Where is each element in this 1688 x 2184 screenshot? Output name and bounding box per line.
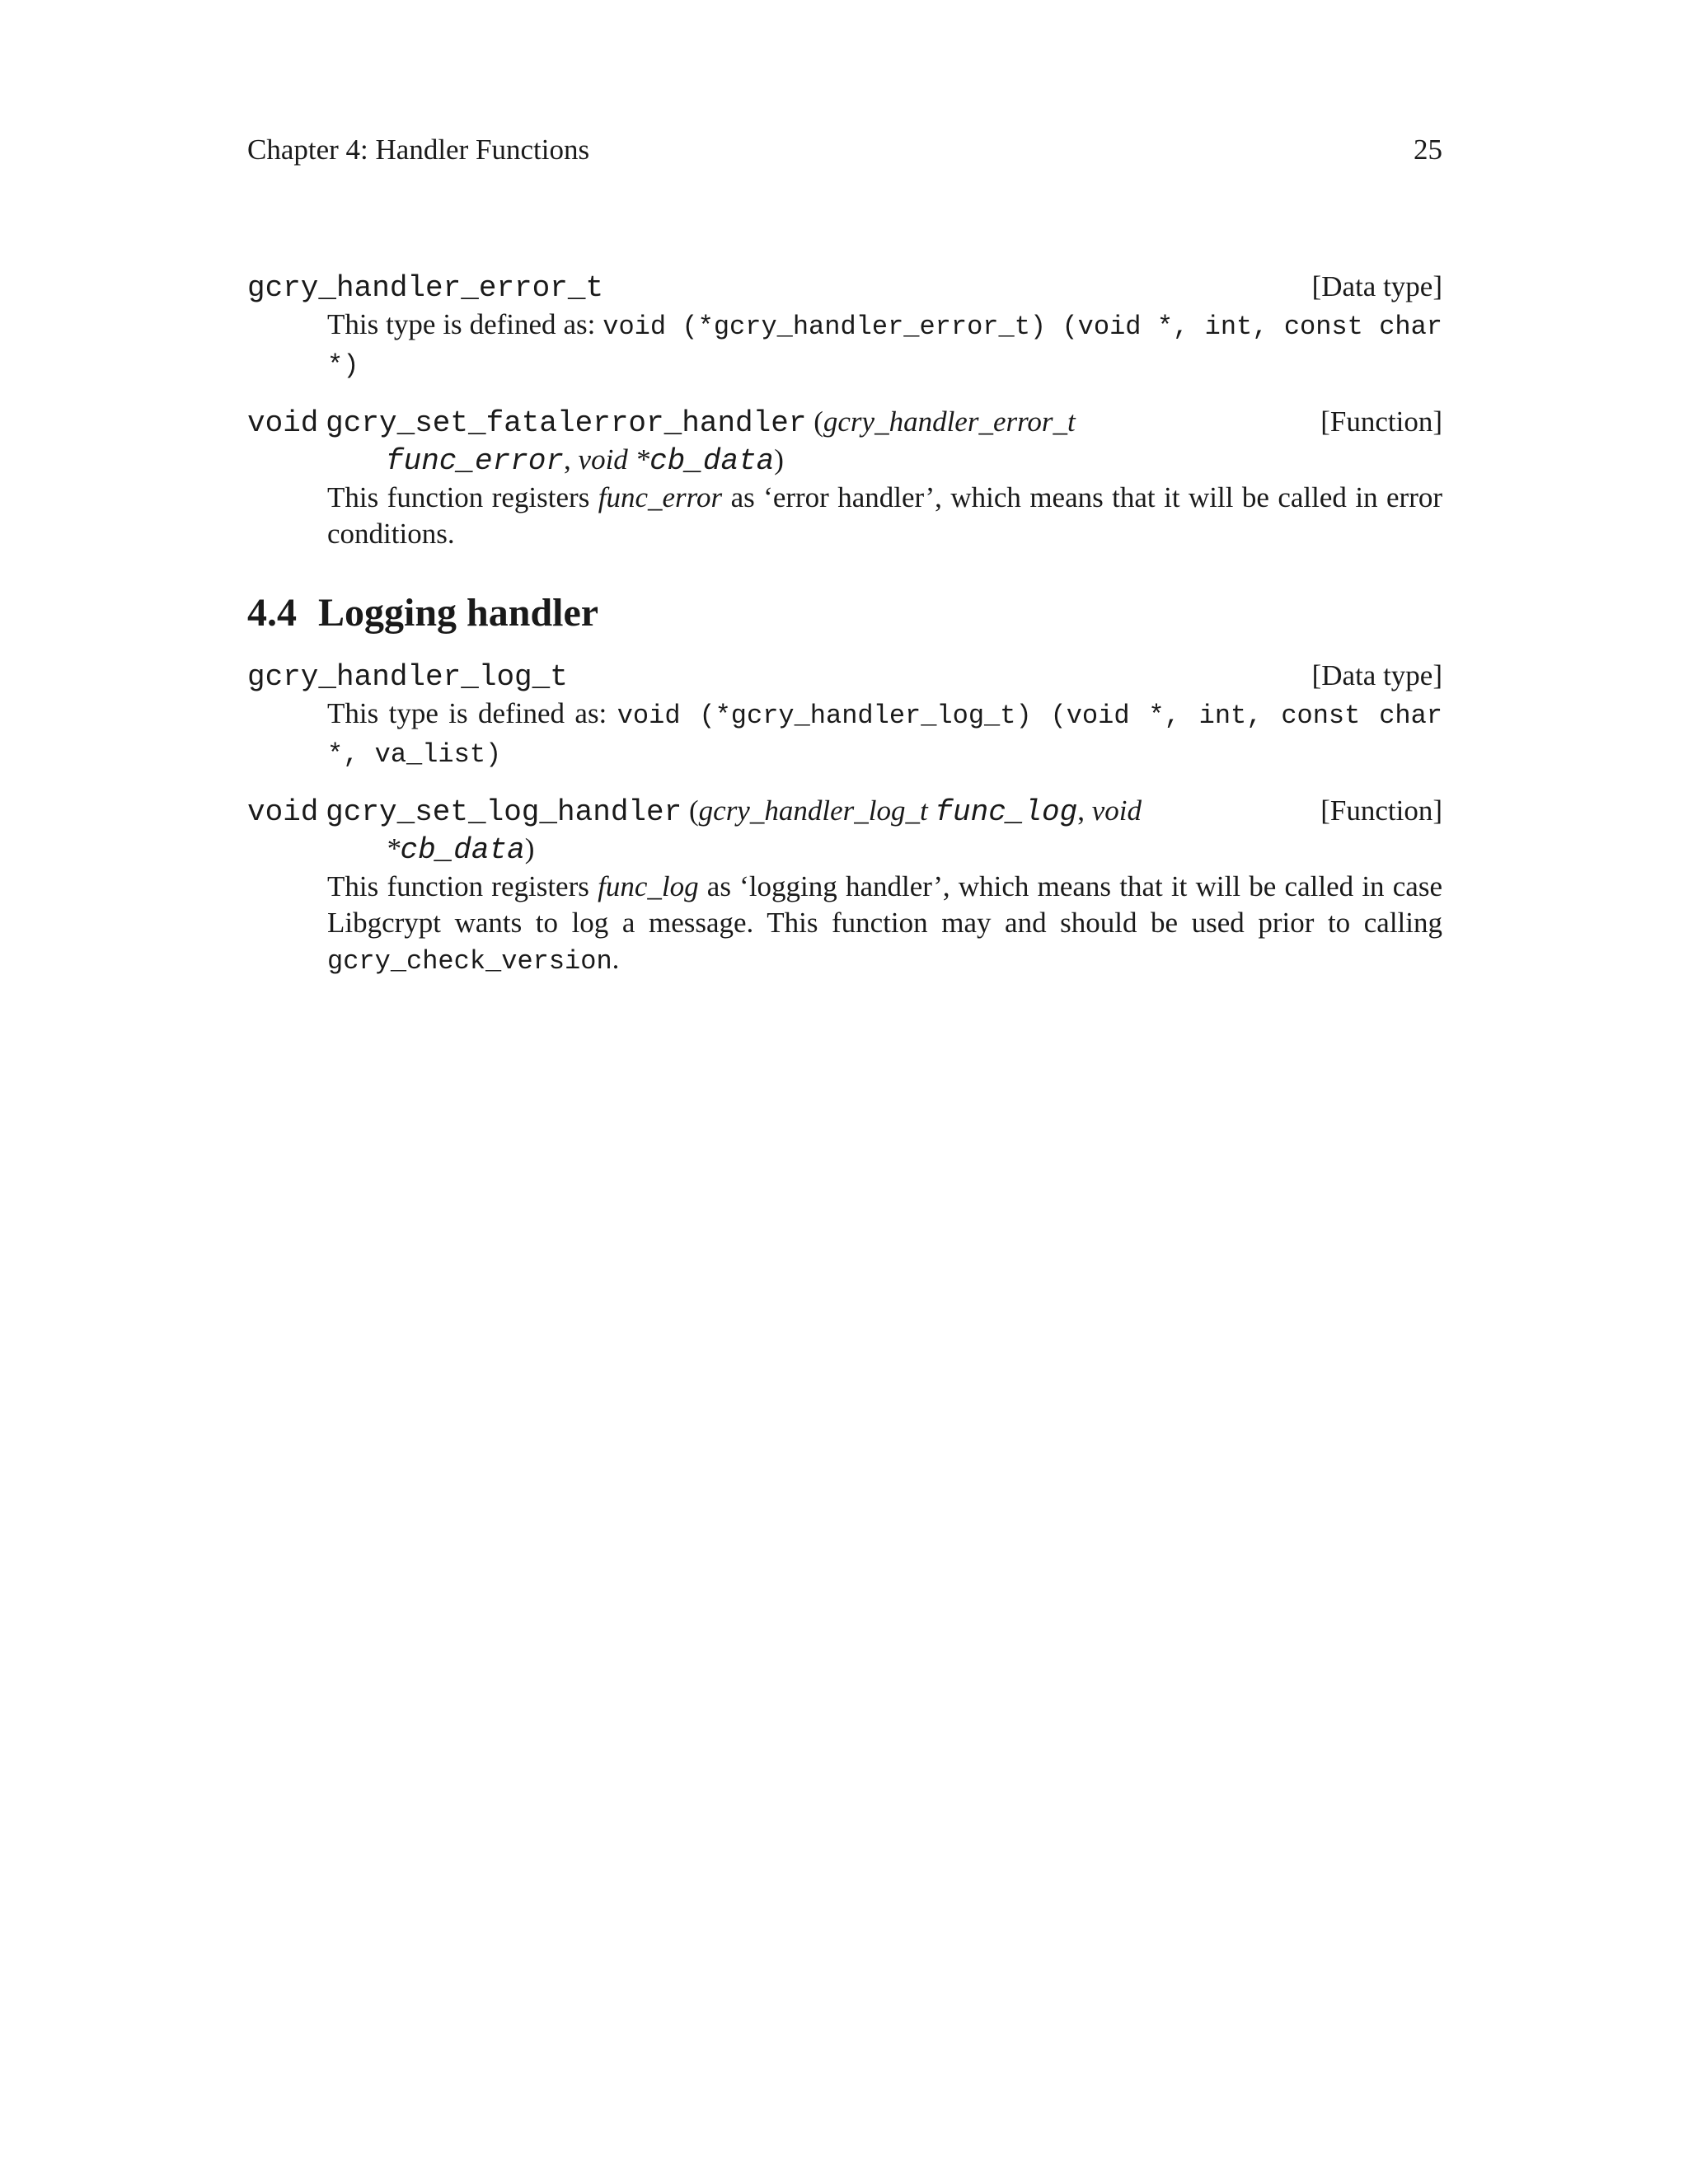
def-signature xyxy=(247,658,568,696)
body-text: This type is defined as: xyxy=(327,697,617,729)
def-category: [Function] xyxy=(1320,405,1442,438)
def-signature xyxy=(247,404,1076,442)
chapter-title: Chapter 4: Handler Functions xyxy=(247,134,590,166)
body-text: This function registers xyxy=(327,481,598,513)
def-body xyxy=(247,696,1442,773)
def-body xyxy=(247,480,1442,552)
body-text: This type is defined as: xyxy=(327,308,603,340)
def-gcry-set-log-handler xyxy=(247,793,1442,980)
section-number: 4.4 xyxy=(247,591,297,635)
body-emphasis: func_log xyxy=(598,870,699,902)
def-gcry-handler-log-t xyxy=(247,658,1442,773)
body-code: gcry_check_version xyxy=(327,946,612,977)
section-title: Logging handler xyxy=(318,591,599,635)
def-body xyxy=(247,869,1442,980)
function-name: gcry_set_fatalerror_handler xyxy=(326,406,807,440)
arg1-name: func_log xyxy=(935,795,1078,829)
body-text: . xyxy=(612,943,620,975)
def-signature-continued xyxy=(247,831,1442,869)
def-signature xyxy=(247,793,1142,831)
arg2-star: * xyxy=(635,443,650,476)
arg1-name: func_error xyxy=(386,444,565,478)
def-header xyxy=(247,269,1442,307)
function-name: gcry_set_log_handler xyxy=(326,795,682,829)
def-signature-continued xyxy=(247,442,1442,480)
arg1-type: gcry_handler_error_t xyxy=(823,405,1076,438)
arg2-name: cb_data xyxy=(400,833,525,867)
arg2-type: void xyxy=(1091,794,1142,827)
body-text: as ‘logging handler’, which means that it will be called in case Libgcrypt wants to log a message. This function may and should be used prior to calling xyxy=(327,870,1442,939)
def-body xyxy=(247,307,1442,384)
def-header xyxy=(247,658,1442,696)
body-text: as ‘error handler’, which means that it will be called in error conditions. xyxy=(327,481,1443,550)
type-name: gcry_handler_error_t xyxy=(247,271,604,305)
section-heading xyxy=(247,588,1442,638)
arg-separator: , xyxy=(1077,794,1085,827)
return-type: void xyxy=(247,406,319,440)
close-paren: ) xyxy=(524,832,535,865)
body-code: void (*gcry_handler_log_t) (void *, int, const char *, va_list) xyxy=(327,701,1443,770)
close-paren: ) xyxy=(774,443,784,476)
open-paren: ( xyxy=(814,405,823,438)
return-type: void xyxy=(247,795,319,829)
page-number: 25 xyxy=(1414,134,1442,166)
type-name: gcry_handler_log_t xyxy=(247,660,568,694)
def-gcry-set-fatalerror-handler xyxy=(247,404,1442,552)
def-signature xyxy=(247,269,603,307)
arg2-star: * xyxy=(386,832,401,865)
arg-separator: , xyxy=(564,443,571,476)
body-code: void (*gcry_handler_error_t) (void *, int, const char *) xyxy=(327,312,1443,381)
body-emphasis: func_error xyxy=(598,481,723,513)
body-text: This function registers xyxy=(327,870,598,902)
arg2-type: void xyxy=(578,443,628,476)
def-category: [Function] xyxy=(1320,794,1442,827)
def-category: [Data type] xyxy=(1311,659,1442,691)
open-paren: ( xyxy=(689,794,699,827)
page-content xyxy=(247,269,1442,980)
running-header xyxy=(247,132,1442,168)
arg1-type: gcry_handler_log_t xyxy=(698,794,928,827)
def-category: [Data type] xyxy=(1311,270,1442,302)
def-header xyxy=(247,793,1442,831)
def-gcry-handler-error-t xyxy=(247,269,1442,384)
arg2-name: cb_data xyxy=(649,444,775,478)
def-header xyxy=(247,404,1442,442)
